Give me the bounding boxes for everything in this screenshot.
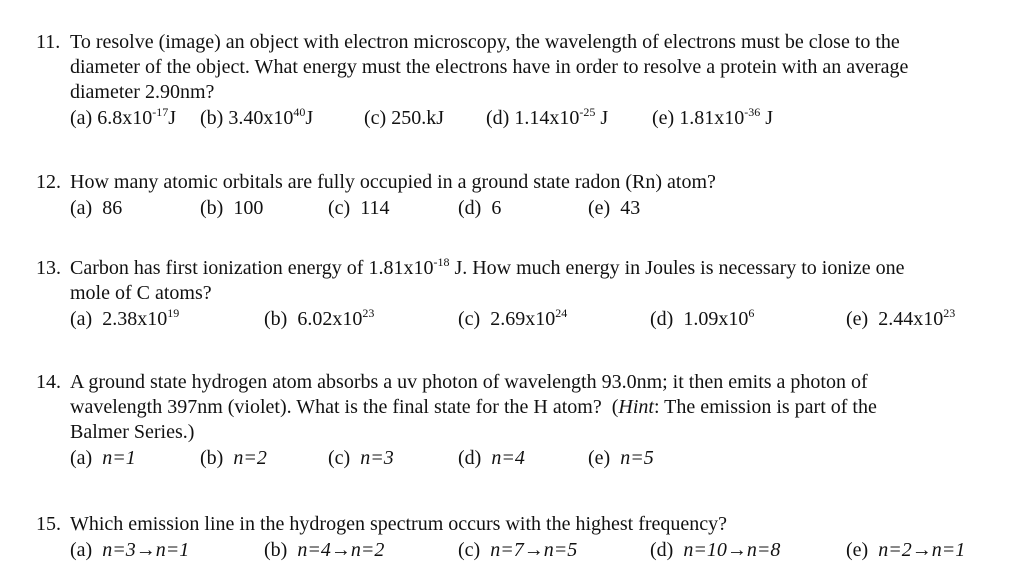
- option-e[interactable]: (e) n=2→n=1: [846, 539, 966, 561]
- option-a[interactable]: (a) $6.8x10^{-17}J$: [70, 105, 176, 129]
- option-a[interactable]: (a) n=3→n=1: [70, 539, 190, 561]
- option-c[interactable]: (c) n=7→n=5: [458, 539, 578, 561]
- question-number: 13.: [36, 257, 61, 279]
- answer-options: [36, 447, 986, 475]
- question-number: 12.: [36, 171, 61, 193]
- question-text: A ground state hydrogen atom absorbs a uv photon of wavelength 93.0nm; it then emits a photon of: [70, 371, 868, 393]
- option-d[interactable]: (d) $1.09x10^6$: [650, 306, 755, 330]
- question-number: 14.: [36, 371, 61, 393]
- option-a[interactable]: (a) $2.38x10^{19}$: [70, 306, 180, 330]
- option-e[interactable]: (e) $1.81x10^{-36}$ J: [652, 105, 773, 129]
- answer-options: [36, 197, 986, 225]
- option-b[interactable]: (b) $3.40x10^{40}J$: [200, 105, 314, 129]
- question-text: diameter of the object. What energy must the electrons have in order to resolve a protein with an average: [70, 56, 909, 78]
- option-b[interactable]: (b) n=4→n=2: [264, 539, 385, 561]
- option-e[interactable]: (e) $2.44x10^{23}$: [846, 306, 956, 330]
- option-d[interactable]: (d) n=10→n=8: [650, 539, 781, 561]
- option-c[interactable]: (c) n=3: [328, 447, 394, 469]
- question-text: wavelength 397nm (violet). What is the final state for the H atom?: [70, 396, 602, 418]
- question-text: Carbon has first ionization energy of 1.81x10: [70, 257, 434, 279]
- question-12: [36, 170, 986, 225]
- question-text: How many atomic orbitals are fully occupied in a ground state radon (Rn) atom?: [70, 171, 716, 193]
- answer-options: [36, 539, 986, 567]
- option-b[interactable]: (b) n=2: [200, 447, 267, 469]
- question-15: [36, 512, 986, 567]
- option-c[interactable]: (c) 114: [328, 197, 390, 219]
- option-d[interactable]: (d) 6: [458, 197, 502, 219]
- question-text: Which emission line in the hydrogen spectrum occurs with the highest frequency?: [70, 513, 728, 535]
- answer-options: [36, 308, 986, 336]
- question-text: Balmer Series.): [70, 421, 195, 443]
- option-c[interactable]: (c) 250.kJ: [364, 107, 444, 129]
- option-b[interactable]: (b) $6.02x10^{23}$: [264, 306, 375, 330]
- question-number: 11.: [36, 31, 61, 53]
- option-c[interactable]: (c) $2.69x10^{24}$: [458, 306, 568, 330]
- answer-options: [36, 107, 986, 135]
- hint-label: Hint: [618, 396, 654, 418]
- option-e[interactable]: (e) 43: [588, 197, 641, 219]
- question-text: diameter 2.90nm?: [70, 81, 215, 103]
- question-text: mole of C atoms?: [70, 282, 212, 304]
- option-d[interactable]: (d) n=4: [458, 447, 525, 469]
- option-a[interactable]: (a) n=1: [70, 447, 136, 469]
- question-14: 14. A ground state hydrogen atom absorbs a uv photon of wavelength 93.0nm; it then emits a photon of wavelength 397nm (violet). What is the final state for the H atom? (Hint: The emission is part of the Balmer Series.) (a) n=1 (b) n=2 (c) n=3 (d) n=4 (e) n=5: [36, 370, 986, 475]
- question-text: To resolve (image) an object with electron microscopy, the wavelength of electrons must be close to the: [70, 31, 900, 53]
- option-d[interactable]: (d) $1.14x10^{-25}$ J: [486, 105, 609, 129]
- question-11: [36, 30, 986, 135]
- option-b[interactable]: (b) 100: [200, 197, 264, 219]
- question-number: 15.: [36, 513, 61, 535]
- question-13: 13. Carbon has first ionization energy of $1.81x10^{-18}$ J. How much energy in Joules is necessary to ionize one mole of C atoms? (a) $2.38x10^{19}$ (b) $6.02x10^{23}$ (c) $2.69x10^{24}$ (d) $1.09x10^6$ (e) $2.44x10^{23}$: [36, 256, 986, 336]
- option-a[interactable]: (a) 86: [70, 197, 123, 219]
- option-e[interactable]: (e) n=5: [588, 447, 654, 469]
